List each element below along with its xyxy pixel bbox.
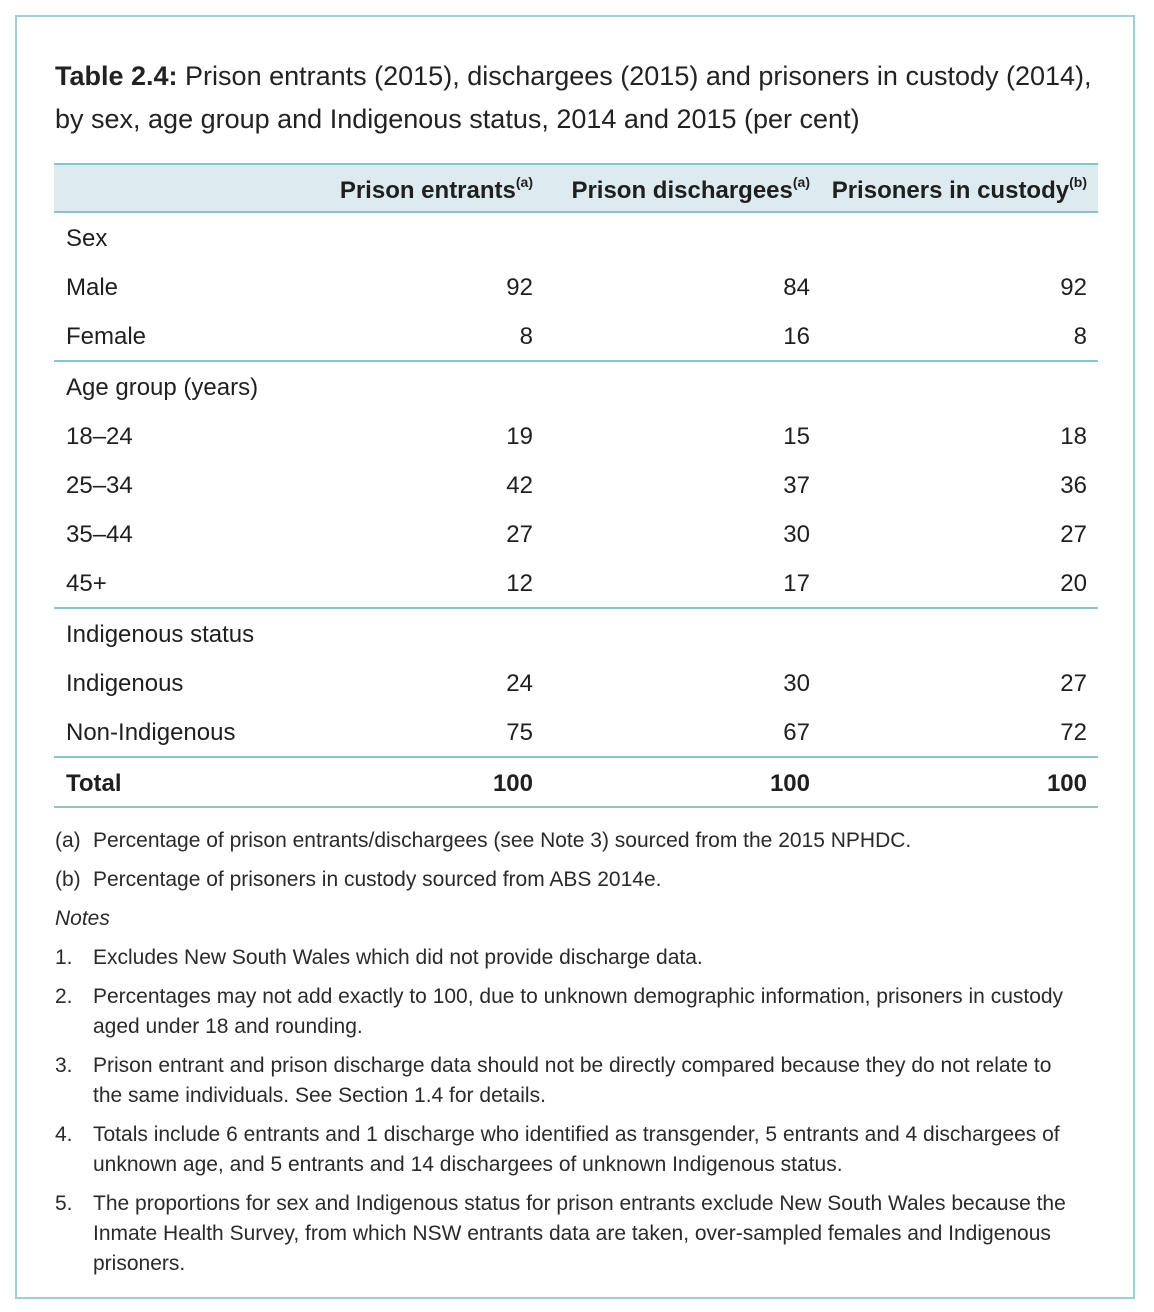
table-row (54, 707, 1098, 756)
cell-value: 84 (783, 274, 810, 301)
footnote-marker: (a) (55, 829, 81, 852)
table-notes (55, 826, 1085, 1288)
note-item (55, 1051, 1085, 1111)
footnote (55, 826, 1085, 856)
cell-value: 19 (506, 423, 533, 450)
cell-value: 100 (769, 770, 810, 797)
cell-value: 16 (783, 323, 810, 350)
note-number: 2. (55, 985, 73, 1008)
table-row (54, 460, 1098, 509)
row-label: 18–24 (66, 423, 133, 450)
cell-value: 75 (506, 719, 533, 746)
cell-value: 30 (783, 670, 810, 697)
table-header-row (54, 163, 1098, 213)
cell-value: 36 (1060, 472, 1087, 499)
table-row (54, 509, 1098, 558)
row-label: Non-Indigenous (66, 719, 236, 746)
cell-value: 12 (506, 570, 533, 597)
cell-value: 92 (506, 274, 533, 301)
cell-value: 27 (506, 521, 533, 548)
cell-value: 67 (783, 719, 810, 746)
cell-value: 17 (783, 570, 810, 597)
row-label: 35–44 (66, 521, 133, 548)
note-text: Percentages may not add exactly to 100, due to unknown demographic information, prisoners in custody aged under 18 and rounding. (93, 985, 1064, 1038)
note-number: 4. (55, 1123, 73, 1146)
section-heading: Age group (years) (66, 374, 259, 401)
cell-value: 100 (1046, 770, 1087, 797)
footnote-text: Percentage of prison entrants/dischargees (see Note 3) sourced from the 2015 NPHDC. (93, 829, 912, 852)
cell-value: 42 (506, 472, 533, 499)
data-table (54, 163, 1098, 808)
table-row (54, 411, 1098, 460)
table-row (54, 262, 1098, 311)
cell-value: 92 (1060, 274, 1087, 301)
note-number: 3. (55, 1054, 73, 1077)
section-heading: Sex (66, 225, 108, 252)
note-item (55, 982, 1085, 1042)
section-heading: Indigenous status (66, 621, 255, 648)
cell-value: 18 (1060, 423, 1087, 450)
column-header-prison-entrants: Prison entrants$^{(a)}$ (339, 174, 533, 204)
row-label: Male (66, 274, 119, 301)
cell-value: 72 (1060, 719, 1087, 746)
note-text: Prison entrant and prison discharge data should not be directly compared because they do not relate to the same individuals. See Section 1.4 for details. (93, 1054, 1052, 1107)
cell-value: 27 (1060, 670, 1087, 697)
footnote-marker: (b) (55, 868, 81, 891)
total-row (54, 756, 1098, 808)
cell-value: 8 (1073, 323, 1087, 350)
row-label: Female (66, 323, 147, 350)
table-row (54, 558, 1098, 607)
note-number: 1. (55, 946, 73, 969)
table-row (54, 658, 1098, 707)
note-item (55, 943, 1085, 973)
note-number: 5. (55, 1192, 73, 1215)
row-label: 25–34 (66, 472, 133, 499)
cell-value: 27 (1060, 521, 1087, 548)
note-item (55, 1189, 1085, 1279)
cell-value: 100 (492, 770, 533, 797)
cell-value: 24 (506, 670, 533, 697)
row-label: 45+ (66, 570, 107, 597)
cell-value: 20 (1060, 570, 1087, 597)
note-text: Excludes New South Wales which did not provide discharge data. (93, 946, 703, 969)
note-item (55, 1120, 1085, 1180)
section-heading-row (54, 213, 1098, 262)
table-number: Table 2.4: (55, 61, 178, 91)
footnote-text: Percentage of prisoners in custody sourced from ABS 2014e. (93, 868, 662, 891)
cell-value: 30 (783, 521, 810, 548)
column-header-prison-dischargees: Prison dischargees$^{(a)}$ (571, 174, 810, 204)
note-text: The proportions for sex and Indigenous status for prison entrants exclude New South Wales because the Inmate Health Survey, from which NSW entrants data are taken, over-sampled females and Indigenous prisoners. (93, 1192, 1066, 1275)
row-label: Indigenous (66, 670, 184, 697)
footnote (55, 865, 1085, 895)
notes-title: Notes (55, 907, 110, 930)
table-title (55, 55, 1105, 141)
table-row (54, 311, 1098, 360)
section-heading-row (54, 360, 1098, 411)
row-label: Total (66, 770, 122, 797)
cell-value: 8 (519, 323, 533, 350)
table-caption: Prison entrants (2015), dischargees (2015) and prisoners in custody (2014), by sex, age group and Indigenous status, 2014 and 2015 (per cent) (55, 61, 1092, 134)
cell-value: 37 (783, 472, 810, 499)
column-header-prisoners-in-custody: Prisoners in custody$^{(b)}$ (831, 174, 1087, 204)
cell-value: 15 (783, 423, 810, 450)
section-heading-row (54, 607, 1098, 658)
note-text: Totals include 6 entrants and 1 discharge who identified as transgender, 5 entrants and 4 dischargees of unknown age, and 5 entrants and 14 dischargees of unknown Indigenous status. (93, 1123, 1060, 1176)
